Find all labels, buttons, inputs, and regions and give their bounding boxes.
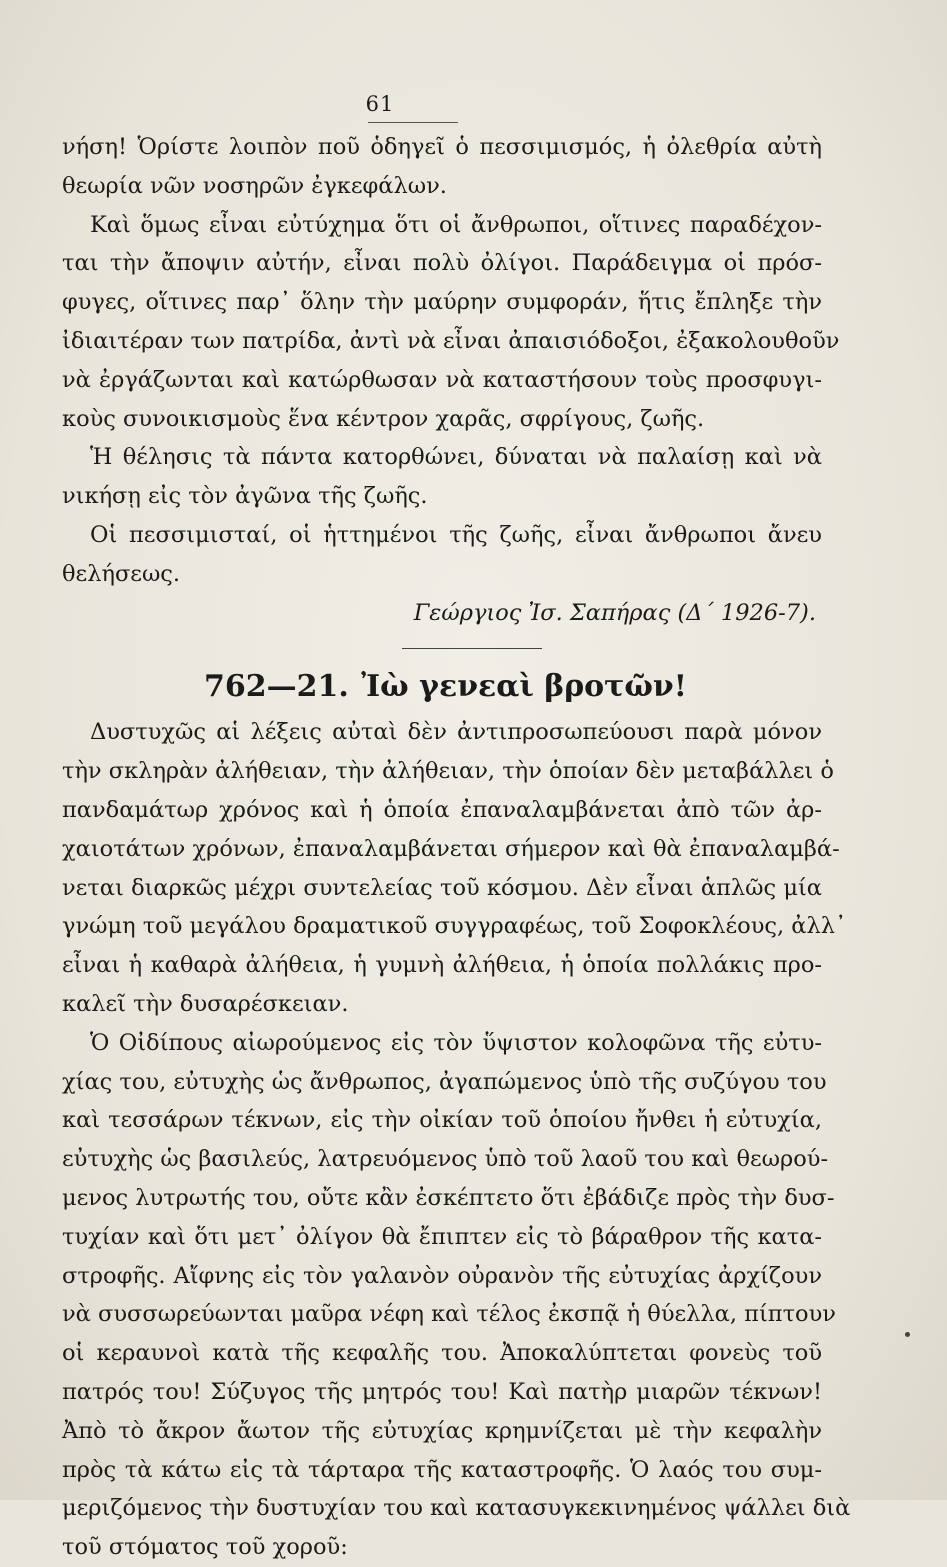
text-line: χαιοτάτων χρόνων, ἐπαναλαμβάνεται σήμερον καὶ θὰ ἐπαναλαμβά-	[62, 835, 840, 862]
text-line: Καὶ ὅμως εἶναι εὐτύχημα ὅτι οἱ ἄνθρωποι, οἵτινες παραδέχον-	[90, 211, 822, 238]
text-line: εἶναι ἡ καθαρὰ ἀλήθεια, ἡ γυμνὴ ἀλήθεια, ἡ ὁποία πολλάκις προ-	[62, 952, 822, 979]
text-line: καλεῖ τὴν δυσαρέσκειαν.	[62, 990, 349, 1017]
body-text	[62, 128, 851, 1567]
text-line: τὴν σκληρὰν ἀλήθειαν, τὴν ἀλήθειαν, τὴν ὁποίαν δὲν μεταβάλλει ὁ	[62, 758, 834, 785]
text-line: Δυστυχῶς αἱ λέξεις αὐταὶ δὲν ἀντιπροσωπεύουσι παρὰ μόνον	[90, 719, 822, 746]
text-line: πατρός του! Σύζυγος τῆς μητρός του! Καὶ πατὴρ μιαρῶν τέκνων!	[62, 1378, 822, 1405]
text-line: Ὁ Οἰδίπους αἰωρούμενος εἰς τὸν ὕψιστον κολοφῶνα τῆς εὐτυ-	[90, 1029, 822, 1056]
text-line: γνώμη τοῦ μεγάλου δραματικοῦ συγγραφέως, τοῦ Σοφοκλέους, ἀλλ᾿	[62, 913, 847, 940]
text-line: ἰδιαιτέραν των πατρίδα, ἀντὶ νὰ εἶναι ἀπαισιόδοξοι, ἐξακολουθοῦν	[62, 327, 840, 354]
paragraph-will	[62, 438, 822, 516]
section-title: Ἰὼ γενεαὶ βροτῶν!	[361, 669, 687, 705]
text-line: χίας του, εὐτυχὴς ὡς ἄνθρωπος, ἀγαπώμενος ὑπὸ τῆς συζύγου του	[62, 1068, 827, 1095]
paragraph-continuation	[62, 128, 822, 206]
text-line: καὶ τεσσάρων τέκνων, εἰς τὴν οἰκίαν τοῦ ὁποίου ἤνθει ἡ εὐτυχία,	[62, 1107, 822, 1134]
paragraph-truth	[62, 713, 847, 1023]
text-line: μενος λυτρωτής του, οὔτε κἂν ἐσκέπτετο ὅτι ἐβάδιζε πρὸς τὴν δυσ-	[62, 1184, 835, 1211]
text-line: στροφῆς. Αἴφνης εἰς τὸν γαλανὸν οὐρανὸν τῆς εὐτυχίας ἀρχίζουν	[62, 1262, 822, 1289]
text-line: Οἱ πεσσιμισταί, οἱ ἡττημένοι τῆς ζωῆς, εἶναι ἄνθρωποι ἄνευ	[90, 521, 822, 548]
section-number: 762—21.	[204, 669, 349, 705]
text-line: νεται διαρκῶς μέχρι συντελείας τοῦ κόσμου. Δὲν εἶναι ἁπλῶς μία	[62, 874, 822, 901]
text-line: μεριζόμενος τὴν δυστυχίαν του καὶ κατασυγκεκινημένος ψάλλει διὰ	[62, 1495, 851, 1522]
text-line: νικήσῃ εἰς τὸν ἀγῶνα τῆς ζωῆς.	[62, 483, 428, 510]
section-separator	[402, 648, 542, 649]
paragraph-refugees	[62, 206, 840, 439]
paragraph-oedipus	[62, 1024, 851, 1567]
text-line: τυχίαν καὶ ὅτι μετ᾿ ὀλίγον θὰ ἔπιπτεν εἰς τὸ βάραθρον τῆς κατα-	[62, 1223, 822, 1250]
text-line: πρὸς τὰ κάτω εἰς τὰ τάρταρα τῆς καταστροφῆς. Ὁ λαός του συμ-	[62, 1456, 822, 1483]
text-line: Ἡ θέλησις τὰ πάντα κατορθώνει, δύναται νὰ παλαίσῃ καὶ νὰ	[90, 444, 822, 471]
margin-ink-dot	[905, 1332, 910, 1337]
text-line: τοῦ στόματος τοῦ χοροῦ:	[62, 1534, 348, 1561]
text-line: φυγες, οἵτινες παρ᾿ ὅλην τὴν μαύρην συμφοράν, ἥτις ἔπληξε τὴν	[62, 289, 822, 316]
text-line: νὰ συσσωρεύωνται μαῦρα νέφη καὶ τέλος ἐκσπᾷ ἡ θύελλα, πίπτουν	[62, 1301, 836, 1328]
text-line: Ἀπὸ τὸ ἄκρον ἄωτον τῆς εὐτυχίας κρημνίζεται μὲ τὴν κεφαλὴν	[62, 1417, 822, 1444]
text-line: νὰ ἐργάζωνται καὶ κατώρθωσαν νὰ καταστήσουν τοὺς προσφυγι-	[62, 366, 822, 393]
text-line: κοὺς συνοικισμοὺς ἕνα κέντρον χαρᾶς, σφρίγους, ζωῆς.	[62, 405, 705, 432]
section-heading	[62, 663, 822, 711]
page-number-rule	[368, 122, 458, 123]
page-number: 61	[365, 92, 395, 116]
author-signature: Γεώργιος Ἰσ. Σαπήρας (Δ΄ 1926-7).	[413, 599, 816, 626]
text-line: οἱ κεραυνοὶ κατὰ τῆς κεφαλῆς του. Ἀποκαλύπτεται φονεὺς τοῦ	[62, 1340, 822, 1367]
text-line: θελήσεως.	[62, 560, 181, 587]
paragraph-pessimists	[62, 516, 822, 594]
text-line: θεωρία νῶν νοσηρῶν ἐγκεφάλων.	[62, 172, 447, 199]
text-line: πανδαμάτωρ χρόνος καὶ ἡ ὁποία ἐπαναλαμβάνεται ἀπὸ τῶν ἀρ-	[62, 796, 822, 823]
text-line: νήση! Ὁρίστε λοιπὸν ποῦ ὁδηγεῖ ὁ πεσσιμισμός, ἡ ὀλεθρία αὐτὴ	[62, 134, 822, 160]
text-line: ται τὴν ἄποψιν αὐτήν, εἶναι πολὺ ὀλίγοι. Παράδειγμα οἱ πρόσ-	[62, 250, 822, 277]
text-line: εὐτυχὴς ὡς βασιλεύς, λατρευόμενος ὑπὸ τοῦ λαοῦ του καὶ θεωρού-	[62, 1146, 829, 1173]
